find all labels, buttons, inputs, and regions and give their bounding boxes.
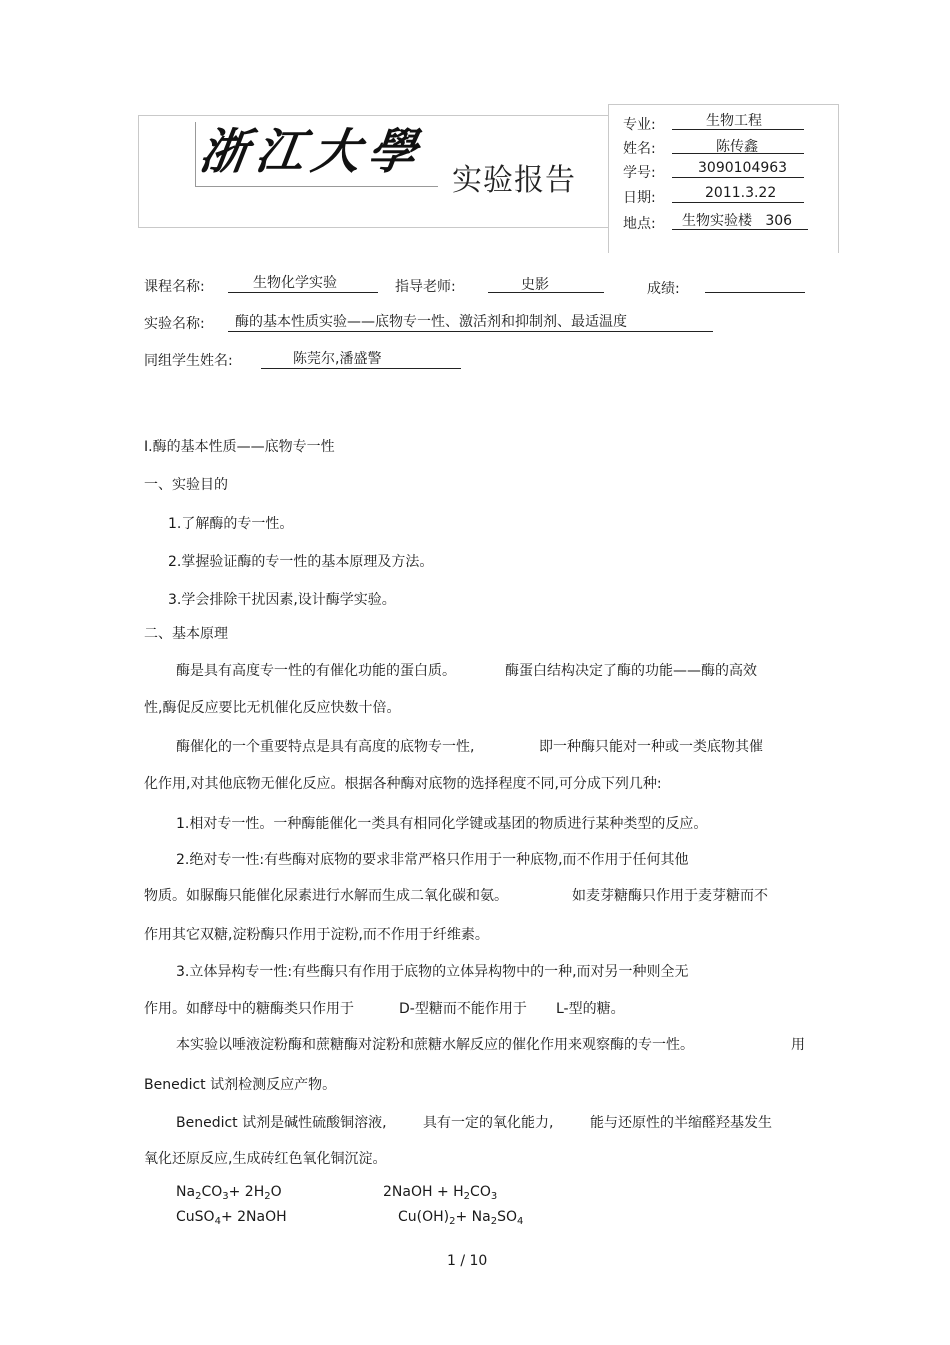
name-value: 陈传鑫 bbox=[716, 139, 758, 155]
location-label: 地点: bbox=[623, 216, 656, 232]
report-title: 实验报告 bbox=[452, 163, 576, 198]
benedict-part2: 具有一定的氧化能力, bbox=[423, 1115, 554, 1131]
absolute-specificity: 2.绝对专一性:有些酶对底物的要求非常严格只作用于一种底物,而不作用于任何其他 bbox=[176, 852, 689, 868]
purpose-item-1: 1.了解酶的专一性。 bbox=[168, 516, 294, 532]
major-label: 专业: bbox=[623, 117, 656, 133]
partner-label: 同组学生姓名: bbox=[144, 353, 233, 369]
course-value: 生物化学实验 bbox=[253, 275, 337, 291]
section-title: Ⅰ.酶的基本性质——底物专一性 bbox=[144, 439, 335, 455]
page-number: 1 / 10 bbox=[447, 1253, 488, 1269]
teacher-label: 指导老师: bbox=[395, 279, 456, 295]
teacher-underline bbox=[488, 292, 604, 293]
date-label: 日期: bbox=[623, 190, 656, 206]
para1-part1: 酶是具有高度专一性的有催化功能的蛋白质。 bbox=[176, 663, 456, 679]
benedict-part3: 能与还原性的半缩醛羟基发生 bbox=[590, 1115, 772, 1131]
university-logo: 浙江大學 bbox=[196, 124, 428, 180]
partner-value: 陈莞尔,潘盛警 bbox=[293, 351, 382, 367]
experiment-label: 实验名称: bbox=[144, 316, 205, 332]
name-underline bbox=[672, 153, 804, 154]
grade-label: 成绩: bbox=[647, 281, 680, 297]
relative-specificity: 1.相对专一性。一种酶能催化一类具有相同化学键或基团的物质进行某种类型的反应。 bbox=[176, 816, 708, 832]
para2-line2: 化作用,对其他底物无催化反应。根据各种酶对底物的选择程度不同,可分成下列几种: bbox=[144, 776, 662, 792]
location-value: 生物实验楼 306 bbox=[682, 213, 793, 229]
equation-2-left: CuSO$_4$+ 2NaOH bbox=[176, 1209, 287, 1227]
stereo-specificity: 3.立体异构专一性:有些酶只有作用于底物的立体异构物中的一种,而对另一种则全无 bbox=[176, 964, 689, 980]
location-underline bbox=[672, 229, 808, 230]
experiment-desc-part1: 本实验以唾液淀粉酶和蔗糖酶对淀粉和蔗糖水解反应的催化作用来观察酶的专一性。 bbox=[176, 1037, 694, 1053]
teacher-value: 史影 bbox=[521, 277, 549, 293]
experiment-underline bbox=[228, 331, 713, 332]
date-value: 2011.3.22 bbox=[705, 185, 777, 201]
equation-2-right: $Cu(OH)_2+ Na_2SO_4$ bbox=[398, 1209, 524, 1227]
date-underline bbox=[672, 202, 804, 203]
grade-underline bbox=[705, 292, 805, 293]
partner-underline bbox=[261, 368, 461, 369]
absolute-line3: 作用其它双糖,淀粉酶只作用于淀粉,而不作用于纤维素。 bbox=[144, 927, 489, 943]
experiment-desc-part2: 用 bbox=[791, 1037, 805, 1053]
para2-part2: 即一种酶只能对一种或一类底物其催 bbox=[539, 739, 763, 755]
major-underline bbox=[672, 129, 804, 130]
student-id-value: 3090104963 bbox=[698, 160, 788, 176]
major-value: 生物工程 bbox=[706, 113, 762, 129]
purpose-item-2: 2.掌握验证酶的专一性的基本原理及方法。 bbox=[168, 554, 434, 570]
course-label: 课程名称: bbox=[144, 279, 205, 295]
experiment-desc-line2: Benedict 试剂检测反应产物。 bbox=[144, 1077, 337, 1093]
stereo-line2-part3: L-型的糖。 bbox=[556, 1001, 625, 1017]
benedict-line2: 氧化还原反应,生成砖红色氧化铜沉淀。 bbox=[144, 1151, 387, 1167]
benedict-part1: Benedict 试剂是碱性硫酸铜溶液, bbox=[176, 1115, 387, 1131]
student-id-label: 学号: bbox=[623, 165, 656, 181]
experiment-value: 酶的基本性质实验——底物专一性、激活剂和抑制剂、最适温度 bbox=[235, 314, 627, 330]
student-id-underline bbox=[672, 177, 804, 178]
para2-part1: 酶催化的一个重要特点是具有高度的底物专一性, bbox=[176, 739, 475, 755]
absolute-line2-part1: 物质。如脲酶只能催化尿素进行水解而生成二氧化碳和氨。 bbox=[144, 888, 508, 904]
stereo-line2-part2: D-型糖而不能作用于 bbox=[399, 1001, 527, 1017]
equation-1-right: 2NaOH + $H_2CO_3$ bbox=[383, 1184, 498, 1202]
name-label: 姓名: bbox=[623, 141, 656, 157]
equation-1-left: $Na_2CO_3+ 2H_2O$ bbox=[176, 1184, 282, 1202]
heading-principle: 二、基本原理 bbox=[144, 626, 228, 642]
para1-part2: 酶蛋白结构决定了酶的功能——酶的高效 bbox=[505, 663, 757, 679]
absolute-line2-part2: 如麦芽糖酶只作用于麦芽糖而不 bbox=[572, 888, 768, 904]
heading-purpose: 一、实验目的 bbox=[144, 477, 228, 493]
para1-line2: 性,酶促反应要比无机催化反应快数十倍。 bbox=[144, 700, 401, 716]
course-underline bbox=[228, 292, 378, 293]
stereo-line2-part1: 作用。如酵母中的糖酶类只作用于 bbox=[144, 1001, 354, 1017]
purpose-item-3: 3.学会排除干扰因素,设计酶学实验。 bbox=[168, 592, 396, 608]
